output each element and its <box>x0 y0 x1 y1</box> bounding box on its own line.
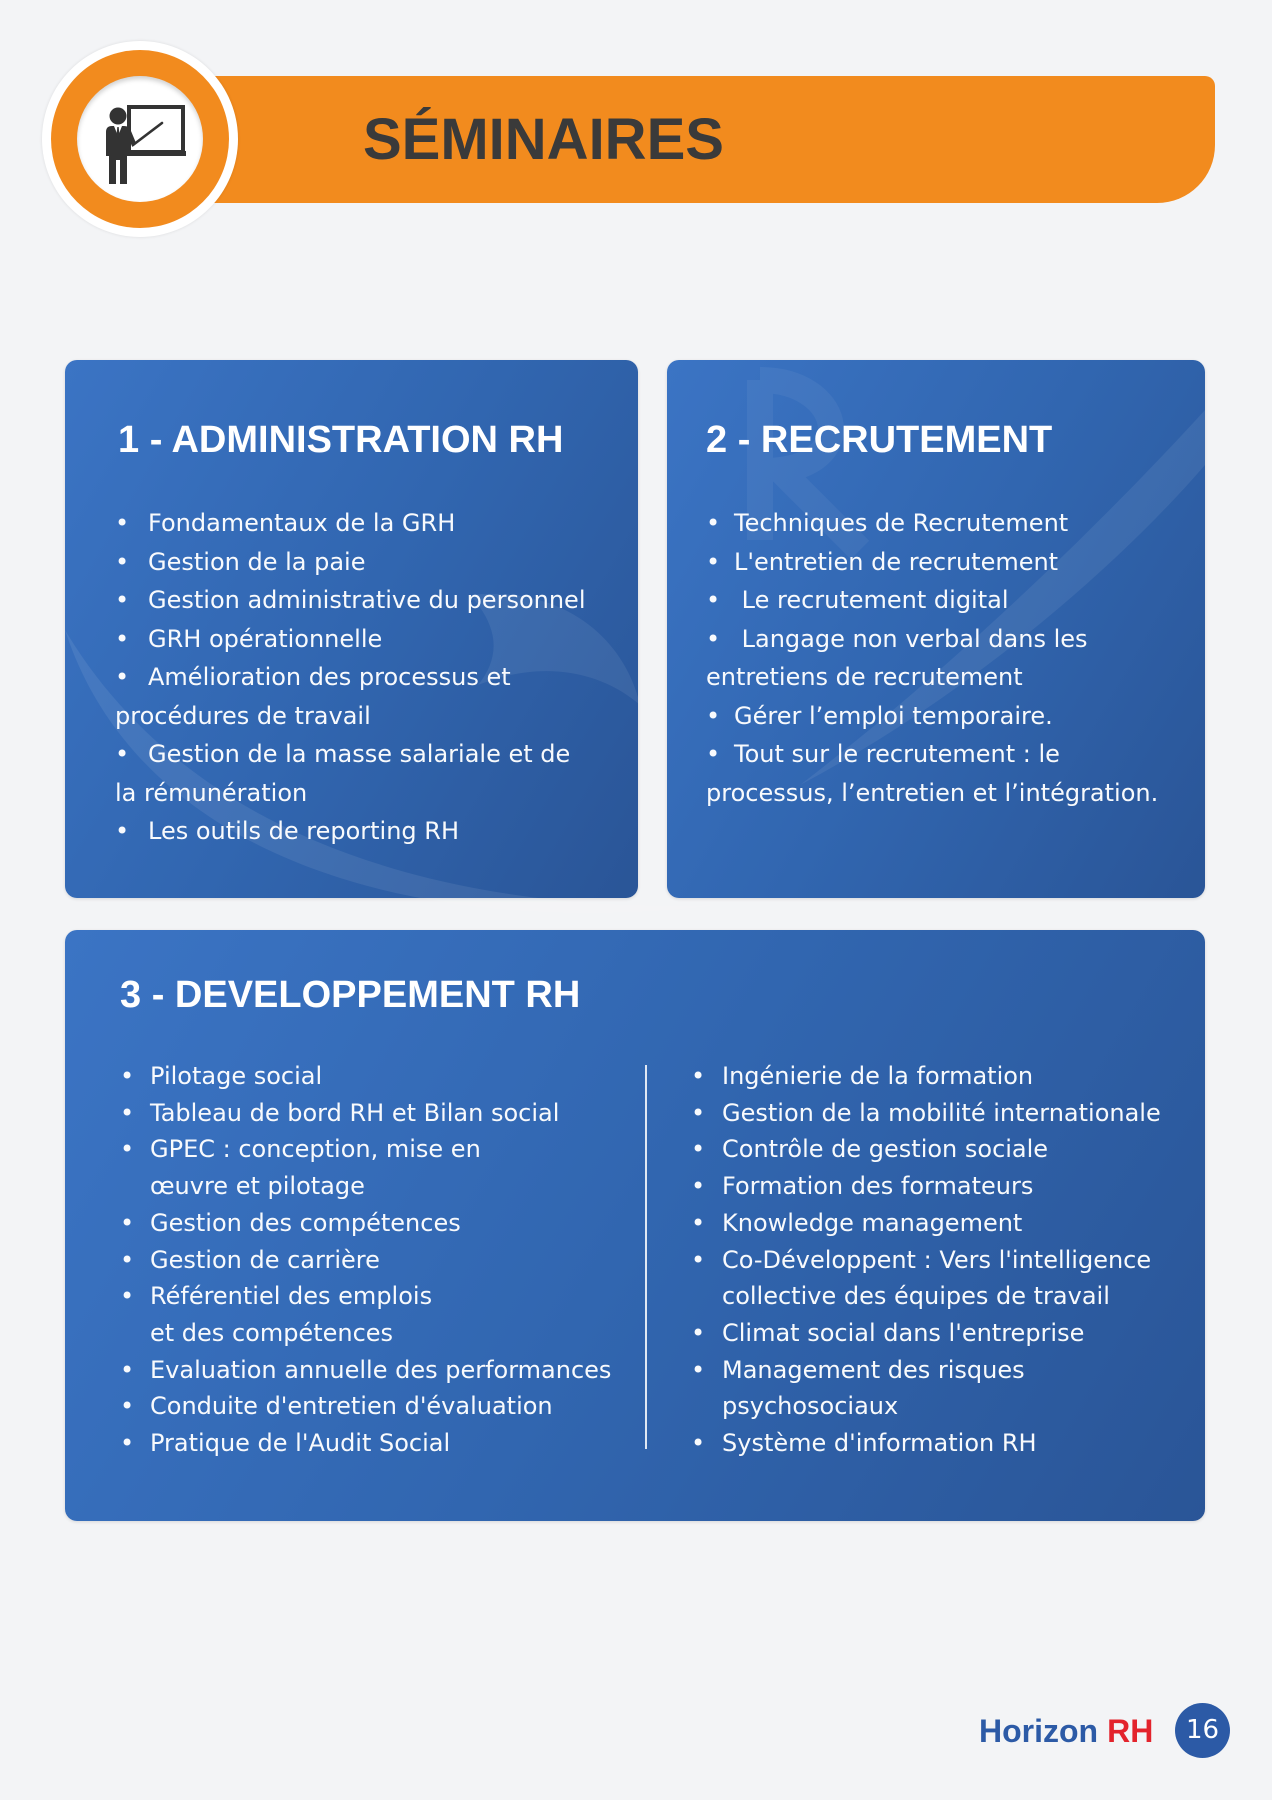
bullet-icon <box>120 1388 150 1425</box>
seminar-list <box>706 504 1158 812</box>
list-item <box>706 620 1158 697</box>
list-item-text: Management des risques <box>722 1355 1025 1384</box>
bullet-icon <box>120 1278 150 1315</box>
list-item <box>691 1131 1161 1168</box>
list-item-text: et des compétences <box>150 1318 394 1347</box>
list-item-text: Tout sur le recrutement : le <box>734 740 1060 768</box>
list-item <box>706 581 1158 620</box>
list-item-text: Gestion de la paie <box>148 547 366 576</box>
list-item <box>115 504 585 543</box>
list-item <box>706 697 1158 736</box>
bullet-icon <box>120 1352 150 1389</box>
seminar-list-left <box>120 1058 611 1462</box>
list-item-text: œuvre et pilotage <box>150 1172 365 1201</box>
list-item <box>691 1425 1161 1462</box>
brand-suffix: RH <box>1107 1713 1154 1749</box>
list-item-text: psychosociaux <box>722 1392 899 1421</box>
list-item <box>115 620 585 659</box>
list-item-text: collective des équipes de travail <box>722 1282 1110 1311</box>
whiteboard-shape <box>126 107 186 156</box>
list-item-text: Evaluation annuelle des performances <box>150 1355 612 1384</box>
bullet-icon <box>691 1352 722 1389</box>
list-item <box>691 1205 1161 1242</box>
bullet-icon <box>120 1242 150 1279</box>
list-item-text: Climat social dans l'entreprise <box>722 1318 1085 1347</box>
list-item-text: Conduite d'entretien d'évaluation <box>150 1392 553 1421</box>
list-item <box>706 735 1158 812</box>
list-item <box>115 581 585 620</box>
list-item-text: Gérer l’emploi temporaire. <box>734 701 1053 730</box>
bullet-icon <box>115 620 148 659</box>
bullet-icon <box>115 812 148 851</box>
list-item-text: Techniques de Recrutement <box>734 509 1069 537</box>
list-item-text: Gestion des compétences <box>150 1208 461 1237</box>
card-title: 1 - ADMINISTRATION RH <box>118 419 564 461</box>
list-item-text: Co-Développent : Vers l'intelligence <box>722 1245 1152 1274</box>
list-item <box>120 1131 611 1204</box>
bullet-icon <box>115 504 148 543</box>
page-number: 16 <box>1175 1703 1230 1758</box>
badge-inner-circle <box>77 76 203 202</box>
list-item <box>120 1278 611 1351</box>
header-badge <box>42 41 238 237</box>
card-title: 3 - DEVELOPPEMENT RH <box>120 974 581 1016</box>
card-title: 2 - RECRUTEMENT <box>706 419 1053 461</box>
bullet-icon <box>706 620 734 659</box>
bullet-icon <box>691 1425 722 1462</box>
bullet-icon <box>120 1425 150 1462</box>
list-item-text: Amélioration des processus et <box>148 663 511 691</box>
list-item-text: procédures de travail <box>115 701 371 730</box>
list-item <box>120 1095 611 1132</box>
list-item-text: Gestion de la masse salariale et de <box>148 740 571 768</box>
bullet-icon <box>115 581 148 620</box>
list-item-text: GRH opérationnelle <box>148 624 383 653</box>
seminar-list-right <box>691 1058 1161 1462</box>
list-item <box>115 812 585 851</box>
list-item-text: la rémunération <box>115 778 308 807</box>
presentation-icon <box>77 76 203 202</box>
list-item-text: Langage non verbal dans les <box>734 624 1088 653</box>
bullet-icon <box>691 1205 722 1242</box>
list-item <box>120 1352 611 1389</box>
badge-ring <box>51 50 229 228</box>
list-item <box>115 658 585 735</box>
list-item <box>115 735 585 812</box>
list-item-text: Gestion de carrière <box>150 1245 380 1274</box>
brand-name: Horizon <box>979 1713 1099 1749</box>
bullet-icon <box>706 543 734 582</box>
list-item-text: Référentiel des emplois <box>150 1282 433 1311</box>
list-item-text: Système d'information RH <box>722 1429 1037 1458</box>
list-item <box>120 1058 611 1095</box>
bullet-icon <box>115 543 148 582</box>
card-administration-rh <box>65 360 638 898</box>
list-item <box>691 1095 1161 1132</box>
column-divider <box>645 1065 647 1449</box>
brand-logo <box>979 1712 1153 1750</box>
bullet-icon <box>120 1095 150 1132</box>
bullet-icon <box>691 1168 722 1205</box>
list-item <box>691 1058 1161 1095</box>
list-item-text: Les outils de reporting RH <box>148 817 460 845</box>
list-item <box>115 543 585 582</box>
card-recrutement <box>667 360 1205 898</box>
page-title: SÉMINAIRES <box>363 107 724 172</box>
bullet-icon <box>706 581 734 620</box>
list-item <box>120 1425 611 1462</box>
list-item <box>691 1168 1161 1205</box>
bullet-icon <box>120 1131 150 1168</box>
list-item-text: Contrôle de gestion sociale <box>722 1135 1049 1164</box>
bullet-icon <box>691 1058 722 1095</box>
bullet-icon <box>691 1315 722 1352</box>
list-item-text: Pilotage social <box>150 1062 323 1090</box>
list-item-text: Formation des formateurs <box>722 1172 1034 1201</box>
bullet-icon <box>691 1242 722 1279</box>
bullet-icon <box>691 1131 722 1168</box>
list-item-text: Fondamentaux de la GRH <box>148 509 456 537</box>
card-developpement-rh <box>65 930 1205 1521</box>
list-item-text: Tableau de bord RH et Bilan social <box>150 1098 560 1127</box>
list-item <box>120 1205 611 1242</box>
list-item-text: Gestion de la mobilité internationale <box>722 1098 1161 1127</box>
list-item-text: processus, l’entretien et l’intégration. <box>706 778 1159 807</box>
bullet-icon <box>115 735 148 774</box>
list-item-text: GPEC : conception, mise en <box>150 1135 481 1164</box>
list-item-text: L'entretien de recrutement <box>734 547 1059 576</box>
list-item <box>120 1388 611 1425</box>
bullet-icon <box>115 658 148 697</box>
list-item-text: entretiens de recrutement <box>706 663 1023 691</box>
list-item <box>706 504 1158 543</box>
list-item-text: Ingénierie de la formation <box>722 1062 1034 1090</box>
list-item-text: Gestion administrative du personnel <box>148 586 586 614</box>
list-item-text: Knowledge management <box>722 1208 1023 1237</box>
bullet-icon <box>691 1095 722 1132</box>
bullet-icon <box>706 735 734 774</box>
list-item-text: Le recrutement digital <box>734 586 1009 614</box>
list-item <box>120 1242 611 1279</box>
bullet-icon <box>120 1205 150 1242</box>
list-item <box>691 1352 1161 1425</box>
list-item-text: Pratique de l'Audit Social <box>150 1429 451 1458</box>
list-item <box>691 1242 1161 1315</box>
bullet-icon <box>120 1058 150 1095</box>
list-item <box>706 543 1158 582</box>
bullet-icon <box>706 697 734 736</box>
bullet-icon <box>706 504 734 543</box>
seminar-list <box>115 504 585 851</box>
list-item <box>691 1315 1161 1352</box>
